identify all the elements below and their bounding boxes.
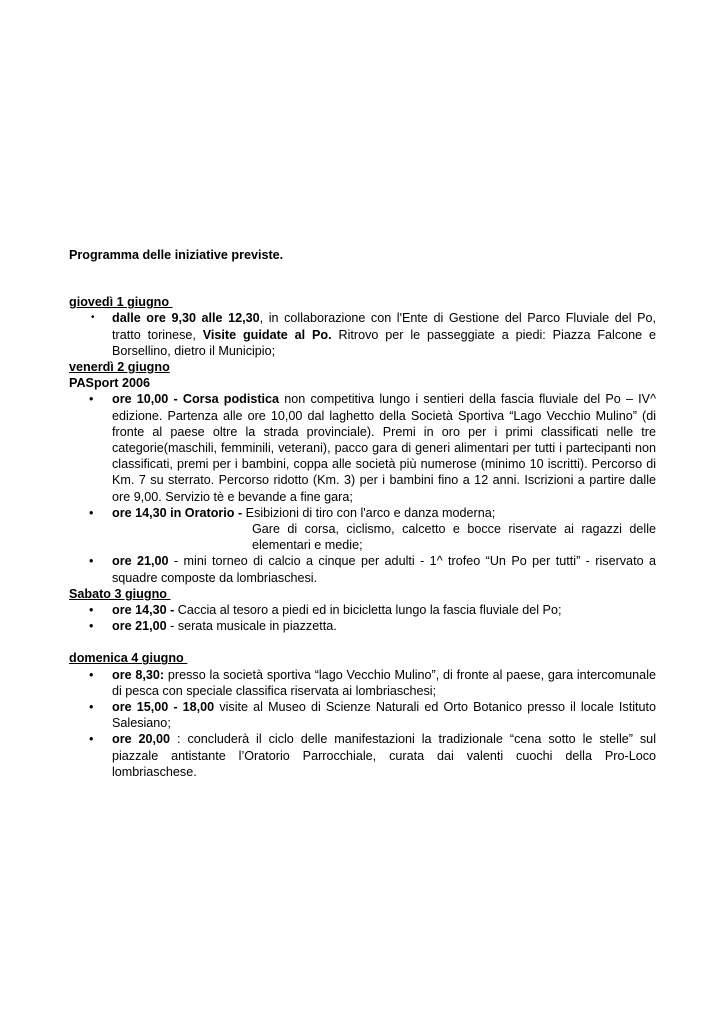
list-item	[69, 731, 656, 780]
event-time: ore 15,00 - 18,00	[112, 700, 215, 715]
event-text: Caccia al tesoro a piedi ed in bicicletta lungo la fascia fluviale del Po;	[174, 603, 562, 618]
event-time: dalle ore 9,30 alle 12,30	[112, 311, 260, 326]
event-text: visite al Museo di Scienze Naturali ed Orto Botanico presso il locale Istituto Salesiano;	[112, 700, 656, 731]
event-time: ore 10,00 - Corsa podistica	[112, 392, 280, 407]
bullet-icon: •	[89, 700, 94, 715]
event-time: ore 20,00	[112, 732, 171, 747]
event-title: Visite guidate al Po.	[202, 327, 332, 342]
list-item	[69, 391, 656, 504]
list-item	[69, 618, 656, 634]
document-body	[69, 247, 656, 780]
event-text: presso la società sportiva “lago Vecchio Mulino”, di fronte al paese, gara intercomunale di pesca con speciale classifica riservata ai lombriaschesi;	[112, 667, 656, 698]
event-text: non competitiva lungo i sentieri della fascia fluviale del Po – IV^ edizione. Partenza alle ore 10,00 dal laghetto della Società Sportiva “Lago Vecchio Mulino” (di fronte al paese oltre la strada provinciale). Premi in oro per i primi classificati nelle tre categorie(maschili, femminili, veterani), pacco gara di generi alimentari per tutti i partecipanti non classificati, premi per i bambini, coppa alle società più numerose (minimo 10 iscritti). Percorso di Km. 7 su sterrato. Percorso ridotto (Km. 3) per i bambini fino a 12 anni. Iscrizioni a partire dalle ore 9,00. Servizio tè e bevande a fine gara;	[112, 392, 656, 504]
list-item	[69, 505, 656, 554]
event-text: : concluderà il ciclo delle manifestazioni la tradizionale “cena sotto le stelle” sul piazzale antistante l’Oratorio Parrocchiale, curata dai valenti cuochi della Pro-Loco lombriaschese.	[112, 732, 656, 779]
event-text: , in collaborazione con l'Ente di Gestione del Parco Fluviale del Po, tratto torinese,	[112, 311, 656, 342]
event-text: Esibizioni di tiro con l'arco e danza moderna;	[242, 505, 496, 520]
bullet-icon: •	[89, 667, 94, 682]
event-subheading: PASport 2006	[69, 376, 150, 391]
bullet-icon: •	[89, 554, 94, 569]
bullet-icon: •	[89, 392, 94, 407]
list-item	[69, 699, 656, 731]
bullet-icon: •	[89, 619, 94, 634]
spacer	[69, 263, 656, 294]
friday-list	[69, 391, 656, 585]
event-time: ore 8,30:	[112, 667, 165, 682]
list-item	[69, 310, 656, 359]
event-time: ore 21,00	[112, 554, 169, 569]
bullet-icon: •	[91, 312, 95, 324]
list-item	[69, 553, 656, 585]
event-text: Ritrovo per le passeggiate a piedi: Piazza Falcone e Borsellino, dietro il Municipio;	[112, 327, 657, 358]
spacer	[69, 634, 656, 650]
bullet-icon: •	[89, 732, 94, 747]
day-heading-friday: venerdì 2 giugno	[69, 360, 170, 375]
event-time: ore 14,30 -	[112, 603, 175, 618]
bullet-icon: •	[89, 603, 94, 618]
list-item	[69, 602, 656, 618]
day-heading-thursday: giovedì 1 giugno	[69, 295, 173, 310]
event-text: - mini torneo di calcio a cinque per adulti - 1^ trofeo “Un Po per tutti” - riservato a squadre composte da lombriaschesi.	[112, 554, 656, 585]
saturday-list	[69, 602, 656, 634]
event-text: - serata musicale in piazzetta.	[166, 619, 337, 634]
event-time: ore 21,00	[112, 619, 167, 634]
bullet-icon: •	[89, 505, 94, 520]
event-time: ore 14,30 in Oratorio -	[112, 505, 243, 520]
list-item	[69, 667, 656, 699]
day-heading-sunday: domenica 4 giugno	[69, 651, 188, 666]
day-heading-saturday: Sabato 3 giugno	[69, 586, 171, 601]
thursday-list	[69, 310, 656, 359]
event-text-indented: Gare di corsa, ciclismo, calcetto e bocce riservate ai ragazzi delle elementari e medie;	[252, 522, 656, 553]
page-title: Programma delle iniziative previste.	[69, 248, 284, 262]
sunday-list	[69, 667, 656, 780]
